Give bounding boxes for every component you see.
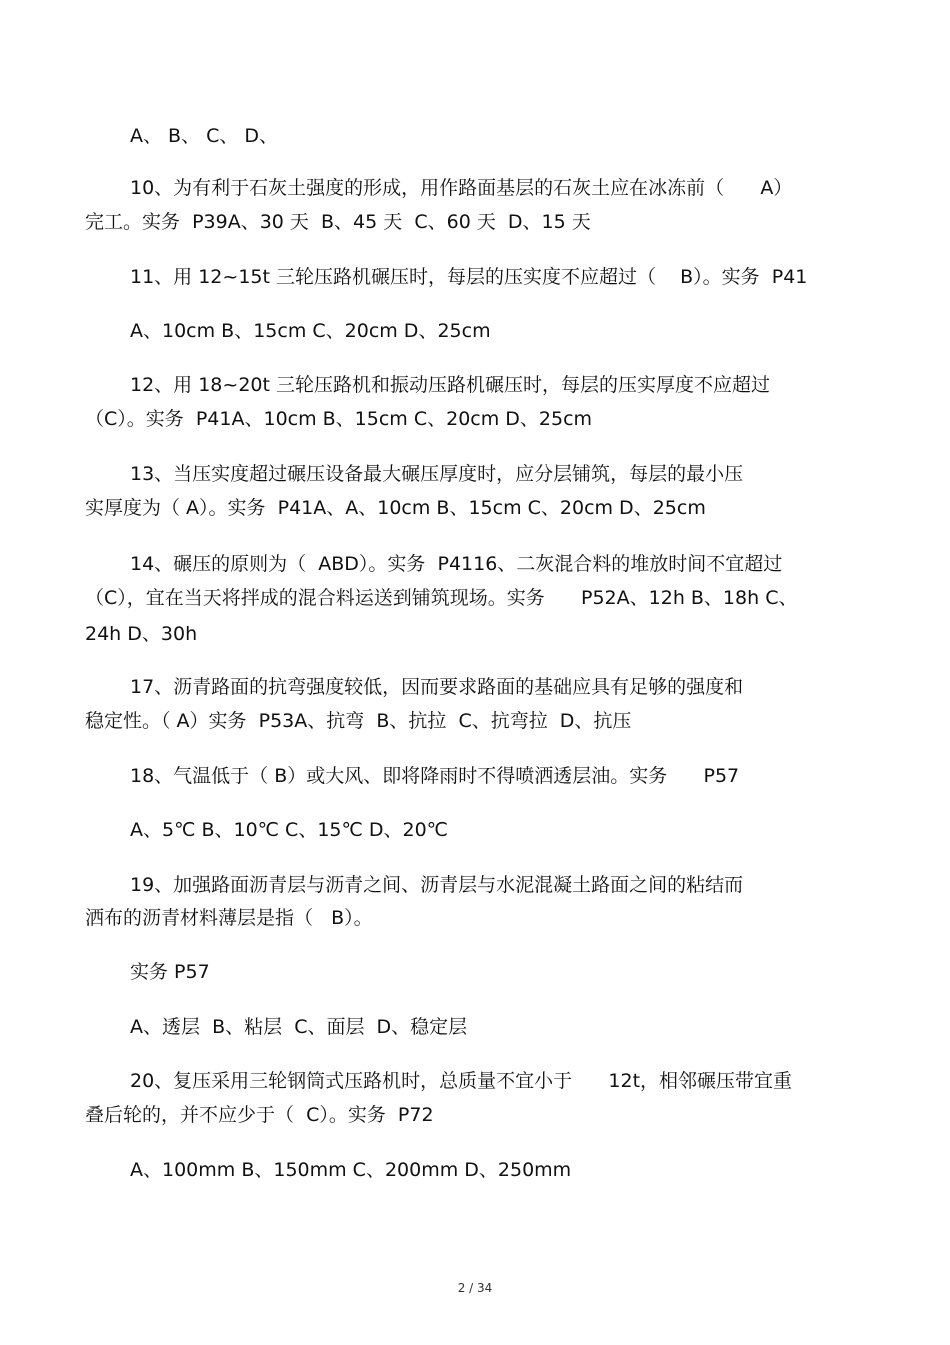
option-line-q9: A、 B、 C、 D、 bbox=[130, 125, 279, 147]
question-16-line-3: 24h D、30h bbox=[85, 623, 198, 645]
question-19-line-2: 洒布的沥青材料薄层是指（ B）。 bbox=[85, 907, 373, 929]
question-18-options: A、5℃ B、10℃ C、15℃ D、20℃ bbox=[130, 819, 449, 841]
question-11-options: A、10cm B、15cm C、20cm D、25cm bbox=[130, 320, 491, 342]
question-11-line-1: 11、用 12~15t 三轮压路机碾压时，每层的压实度不应超过（ B）。实务 P41 bbox=[130, 266, 808, 288]
question-19-reference: 实务 P57 bbox=[130, 961, 210, 983]
question-10-line-2: 完工。实务 P39A、30 天 B、45 天 C、60 天 D、15 天 bbox=[85, 211, 591, 233]
question-13-line-2: 实厚度为（ A）。实务 P41A、A、10cm B、15cm C、20cm D、25cm bbox=[85, 497, 706, 519]
question-17-line-1: 17、沥青路面的抗弯强度较低，因而要求路面的基础应具有足够的强度和 bbox=[130, 676, 744, 698]
question-20-line-2: 叠后轮的，并不应少于（ C）。实务 P72 bbox=[85, 1104, 434, 1126]
question-12-line-2: （C）。实务 P41A、10cm B、15cm C、20cm D、25cm bbox=[85, 408, 593, 430]
question-19-options: A、透层 B、粘层 C、面层 D、稳定层 bbox=[130, 1016, 468, 1038]
question-19-line-1: 19、加强路面沥青层与沥青之间、沥青层与水泥混凝土路面之间的粘结而 bbox=[130, 874, 744, 896]
question-10-line-1: 10、为有利于石灰土强度的形成，用作路面基层的石灰土应在冰冻前（ A） bbox=[130, 177, 793, 199]
question-17-line-2: 稳定性。（ A）实务 P53A、抗弯 B、抗拉 C、抗弯拉 D、抗压 bbox=[85, 710, 632, 732]
question-20-line-1: 20、复压采用三轮钢筒式压路机时，总质量不宜小于 12t，相邻碾压带宜重 bbox=[130, 1070, 793, 1092]
question-16-line-2: （C），宜在当天将拌成的混合料运送到铺筑现场。实务 P52A、12h B、18h C、 bbox=[85, 587, 798, 609]
question-13-line-1: 13、当压实度超过碾压设备最大碾压厚度时，应分层铺筑，每层的最小压 bbox=[130, 463, 744, 485]
page-number: 2 / 34 bbox=[457, 1281, 493, 1295]
question-20-options: A、100mm B、150mm C、200mm D、250mm bbox=[130, 1159, 572, 1181]
question-14-line-1: 14、碾压的原则为（ ABD）。实务 P4116、二灰混合料的堆放时间不宜超过 bbox=[130, 553, 783, 575]
question-12-line-1: 12、用 18~20t 三轮压路机和振动压路机碾压时，每层的压实厚度不应超过 bbox=[130, 374, 770, 396]
question-18-line-1: 18、气温低于（ B）或大风、即将降雨时不得喷洒透层油。实务 P57 bbox=[130, 765, 740, 787]
